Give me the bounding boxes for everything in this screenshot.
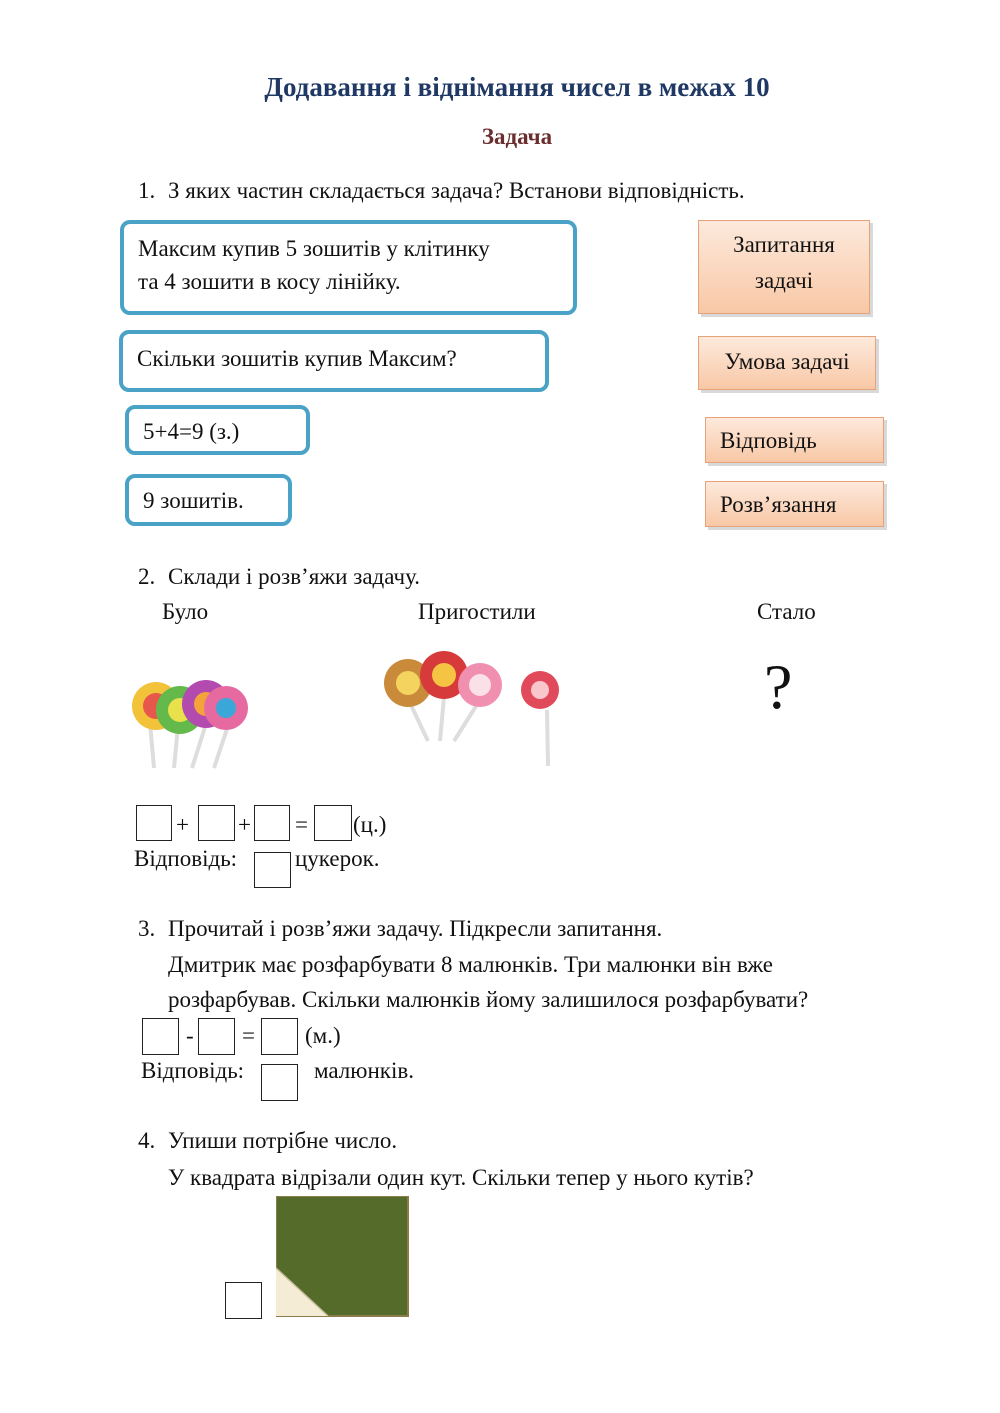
lollipops-had-image: [130, 668, 255, 770]
card-condition-text[interactable]: [120, 220, 577, 315]
card-answer-label: 9 зошитів.: [143, 488, 244, 513]
card-question-part-line1: Запитання: [733, 232, 835, 257]
card-solution-text[interactable]: [125, 405, 310, 455]
task3-answer-unit: малюнків.: [314, 1058, 414, 1083]
task4-number: 4.: [138, 1128, 156, 1153]
task3-answer-label: Відповідь:: [141, 1058, 245, 1083]
task3-box-total[interactable]: [142, 1018, 179, 1055]
task2-plus-1: +: [176, 812, 189, 837]
task2-number: 2.: [138, 564, 156, 589]
task4-heading: [138, 1126, 397, 1156]
card-solution-part-label: Розв’язання: [720, 492, 837, 517]
task2-box-treated-2[interactable]: [254, 805, 290, 841]
task2-box-result[interactable]: [314, 805, 352, 841]
column-had-label: Було: [162, 599, 209, 624]
task1-number: 1.: [138, 178, 156, 203]
unknown-question-mark: ?: [764, 651, 793, 722]
task3-text-line2: розфарбував. Скільки малюнків йому залишилося розфарбувати?: [168, 987, 809, 1012]
card-solution-label: 5+4=9 (з.): [143, 419, 240, 444]
card-condition-line2: та 4 зошити в косу лінійку.: [138, 268, 401, 294]
page-title: Додавання і віднімання чисел в межах 10: [264, 72, 770, 102]
task2-heading: [138, 562, 420, 592]
lollipops-treated-group1-image: [380, 643, 510, 743]
task2-box-had[interactable]: [136, 805, 172, 841]
lollipops-treated-group2-image: [520, 662, 560, 766]
task3-minus: -: [186, 1023, 194, 1048]
card-question-part[interactable]: [698, 220, 870, 314]
task1-heading: [138, 176, 745, 206]
task2-answer-unit: цукерок.: [295, 846, 380, 871]
task4-answer-box[interactable]: [225, 1282, 262, 1319]
card-answer-text[interactable]: [125, 474, 292, 526]
card-condition-line1: Максим купив 5 зошитів у клітинку: [138, 236, 490, 261]
card-answer-part[interactable]: [705, 417, 884, 463]
card-question-text[interactable]: [119, 330, 549, 392]
task1-question: З яких частин складається задача? Встанови відповідність.: [168, 178, 745, 203]
task2-unit: (ц.): [353, 812, 387, 837]
task3-text-line1: Дмитрик має розфарбувати 8 малюнків. Три малюнки він вже: [168, 952, 773, 977]
task4-text-line1: У квадрата відрізали один кут. Скільки тепер у нього кутів?: [168, 1165, 754, 1190]
column-became-label: Стало: [757, 599, 816, 624]
card-question-label: Скільки зошитів купив Максим?: [137, 346, 457, 371]
task3-heading: [138, 914, 662, 944]
task2-question: Склади і розв’яжи задачу.: [168, 564, 421, 589]
task2-box-treated-1[interactable]: [198, 805, 235, 841]
task2-answer-box[interactable]: [254, 852, 291, 888]
column-treated-label: Пригостили: [418, 599, 536, 624]
task3-box-result[interactable]: [261, 1018, 298, 1055]
page-subtitle: Задача: [481, 124, 553, 149]
task2-equals: =: [295, 812, 308, 837]
task2-plus-2: +: [238, 812, 251, 837]
card-answer-part-label: Відповідь: [720, 428, 817, 453]
cut-square-image: [276, 1196, 410, 1318]
card-condition-part[interactable]: [698, 336, 876, 390]
card-condition-part-label: Умова задачі: [724, 349, 850, 374]
lollipop-icon: [521, 671, 559, 766]
task3-number: 3.: [138, 916, 156, 941]
task3-answer-box[interactable]: [261, 1064, 298, 1101]
task3-question: Прочитай і розв’яжи задачу. Підкресли запитання.: [168, 916, 663, 941]
lollipop-icon: [454, 663, 502, 741]
task3-box-done[interactable]: [198, 1018, 235, 1055]
task3-equals: =: [242, 1023, 255, 1048]
card-question-part-line2: задачі: [754, 267, 814, 293]
card-solution-part[interactable]: [705, 481, 884, 527]
task3-unit: (м.): [305, 1023, 341, 1048]
task2-answer-label: Відповідь:: [134, 846, 238, 871]
task4-question: Упиши потрібне число.: [168, 1128, 398, 1153]
